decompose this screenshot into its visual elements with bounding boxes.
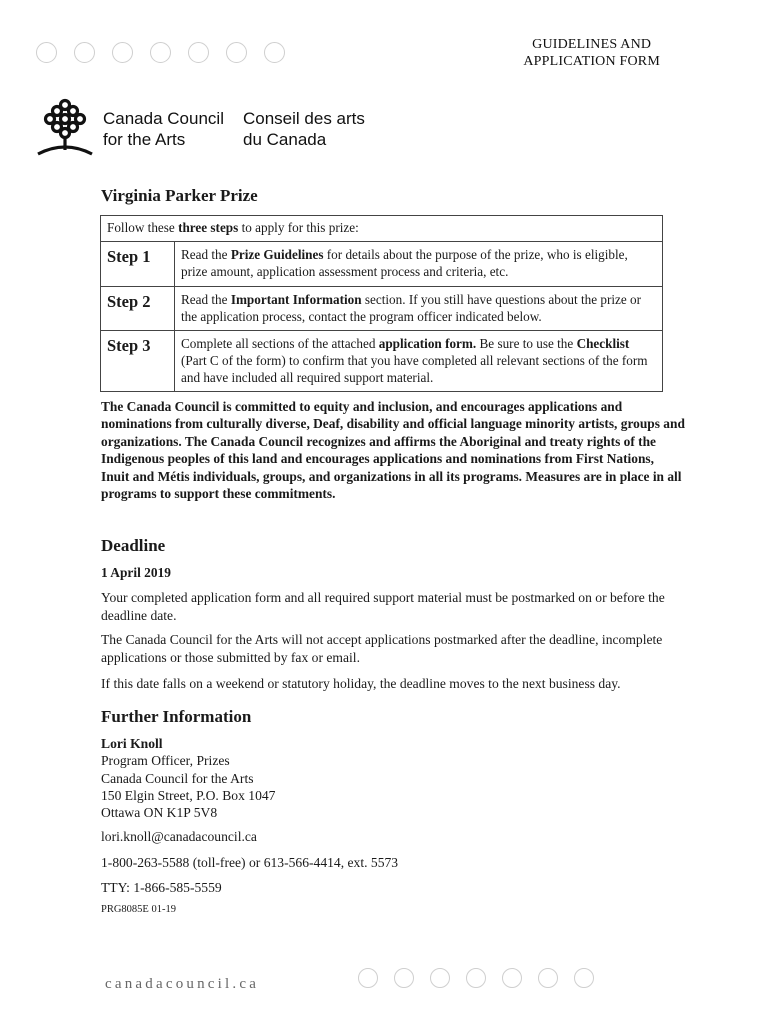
contact-email-link[interactable]: lori.knoll@canadacouncil.ca	[101, 829, 257, 844]
circle-icon	[358, 968, 378, 988]
contact-title: Program Officer, Prizes	[101, 753, 230, 769]
steps-intro	[101, 216, 662, 242]
step-text-part: Be sure to use the	[476, 336, 577, 351]
step-row	[101, 287, 662, 331]
contact-city: Ottawa ON K1P 5V8	[101, 805, 218, 821]
deadline-paragraph-2: The Canada Council for the Arts will not accept applications postmarked after the deadline, incomplete applications or those submitted by fax or email.	[101, 632, 663, 665]
equity-statement: The Canada Council is committed to equity and inclusion, and encourages applications and nominations from culturally diverse, Deaf, disability and official language minority artists, groups and organizations. The Canada Council recognizes and affirms the Aboriginal and treaty rights of the Indigenous peoples of this land and encourages applications and nominations from First Nations, Inuit and Métis individuals, groups, and organizations in all its programs. Measures are in place in all programs to support these commitments.	[101, 399, 685, 502]
circle-icon	[74, 42, 95, 63]
contact-tty: TTY: 1-866-585-5559	[101, 880, 222, 895]
step-text-part: for details about the purpose of the prize, who is eligible, prize amount, application assessment process and criteria, etc.	[181, 247, 628, 279]
prize-title: Virginia Parker Prize	[101, 186, 258, 205]
step-row	[101, 331, 662, 391]
step-description	[175, 242, 662, 286]
step-text-part: section. If you still have questions about the prize or the application process, contact the program officer indicated below.	[181, 292, 642, 324]
step-text-part: Read the	[181, 292, 231, 307]
contact-block	[101, 735, 275, 821]
step-text-bold: application form.	[378, 336, 477, 351]
contact-name: Lori Knoll	[101, 736, 163, 751]
deadline-heading: Deadline	[101, 536, 166, 555]
step-text-bold: Important Information	[230, 292, 362, 307]
logo-french-name	[243, 108, 365, 150]
header-line-2: APPLICATION FORM	[523, 54, 660, 69]
deadline-paragraph-1: Your completed application form and all required support material must be postmarked on or before the deadline date.	[101, 590, 665, 623]
step-description	[175, 331, 662, 391]
decorative-circles-bottom	[358, 968, 610, 988]
header-line-1: GUIDELINES AND	[532, 37, 652, 52]
contact-organization: Canada Council for the Arts	[101, 770, 254, 786]
deadline-date: 1 April 2019	[101, 565, 171, 580]
circle-icon	[150, 42, 171, 63]
step-text-part: (Part C of the form) to confirm that you have completed all relevant sections of the form and have included all required support material.	[181, 353, 648, 385]
canada-council-logo	[34, 98, 394, 162]
step-label: Step 2	[101, 287, 175, 330]
steps-table	[100, 215, 663, 392]
steps-intro-text: Follow these	[107, 220, 179, 235]
form-code: PRG8085E 01-19	[101, 904, 176, 915]
circle-icon	[466, 968, 486, 988]
circle-icon	[188, 42, 209, 63]
step-text-part: Complete all sections of the attached	[181, 336, 379, 351]
logo-english-name	[103, 108, 224, 150]
step-label: Step 1	[101, 242, 175, 286]
footer-website-link[interactable]: canadacouncil.ca	[105, 976, 260, 992]
logo-en-line-2: for the Arts	[103, 130, 186, 149]
deadline-paragraph-3: If this date falls on a weekend or statutory holiday, the deadline moves to the next business day.	[101, 676, 621, 691]
steps-intro-bold: three steps	[178, 220, 239, 235]
step-text-part: Read the	[181, 247, 231, 262]
circle-icon	[430, 968, 450, 988]
canada-council-emblem-icon	[34, 98, 96, 162]
logo-fr-line-1: Conseil des arts	[243, 109, 365, 128]
document-type-heading	[523, 36, 660, 70]
circle-icon	[226, 42, 247, 63]
circle-icon	[538, 968, 558, 988]
logo-en-line-1: Canada Council	[103, 109, 224, 128]
step-description	[175, 287, 662, 330]
decorative-circles-top	[36, 42, 302, 63]
step-label: Step 3	[101, 331, 175, 391]
circle-icon	[502, 968, 522, 988]
circle-icon	[112, 42, 133, 63]
further-information-heading: Further Information	[101, 707, 252, 726]
step-text-bold: Prize Guidelines	[230, 247, 324, 262]
steps-intro-text-end: to apply for this prize:	[238, 220, 359, 235]
contact-street: 150 Elgin Street, P.O. Box 1047	[101, 787, 276, 803]
step-text-bold: Checklist	[576, 336, 630, 351]
circle-icon	[264, 42, 285, 63]
circle-icon	[394, 968, 414, 988]
logo-fr-line-2: du Canada	[243, 130, 327, 149]
circle-icon	[36, 42, 57, 63]
contact-phone: 1-800-263-5588 (toll-free) or 613-566-4414, ext. 5573	[101, 855, 399, 870]
step-row	[101, 242, 662, 287]
circle-icon	[574, 968, 594, 988]
